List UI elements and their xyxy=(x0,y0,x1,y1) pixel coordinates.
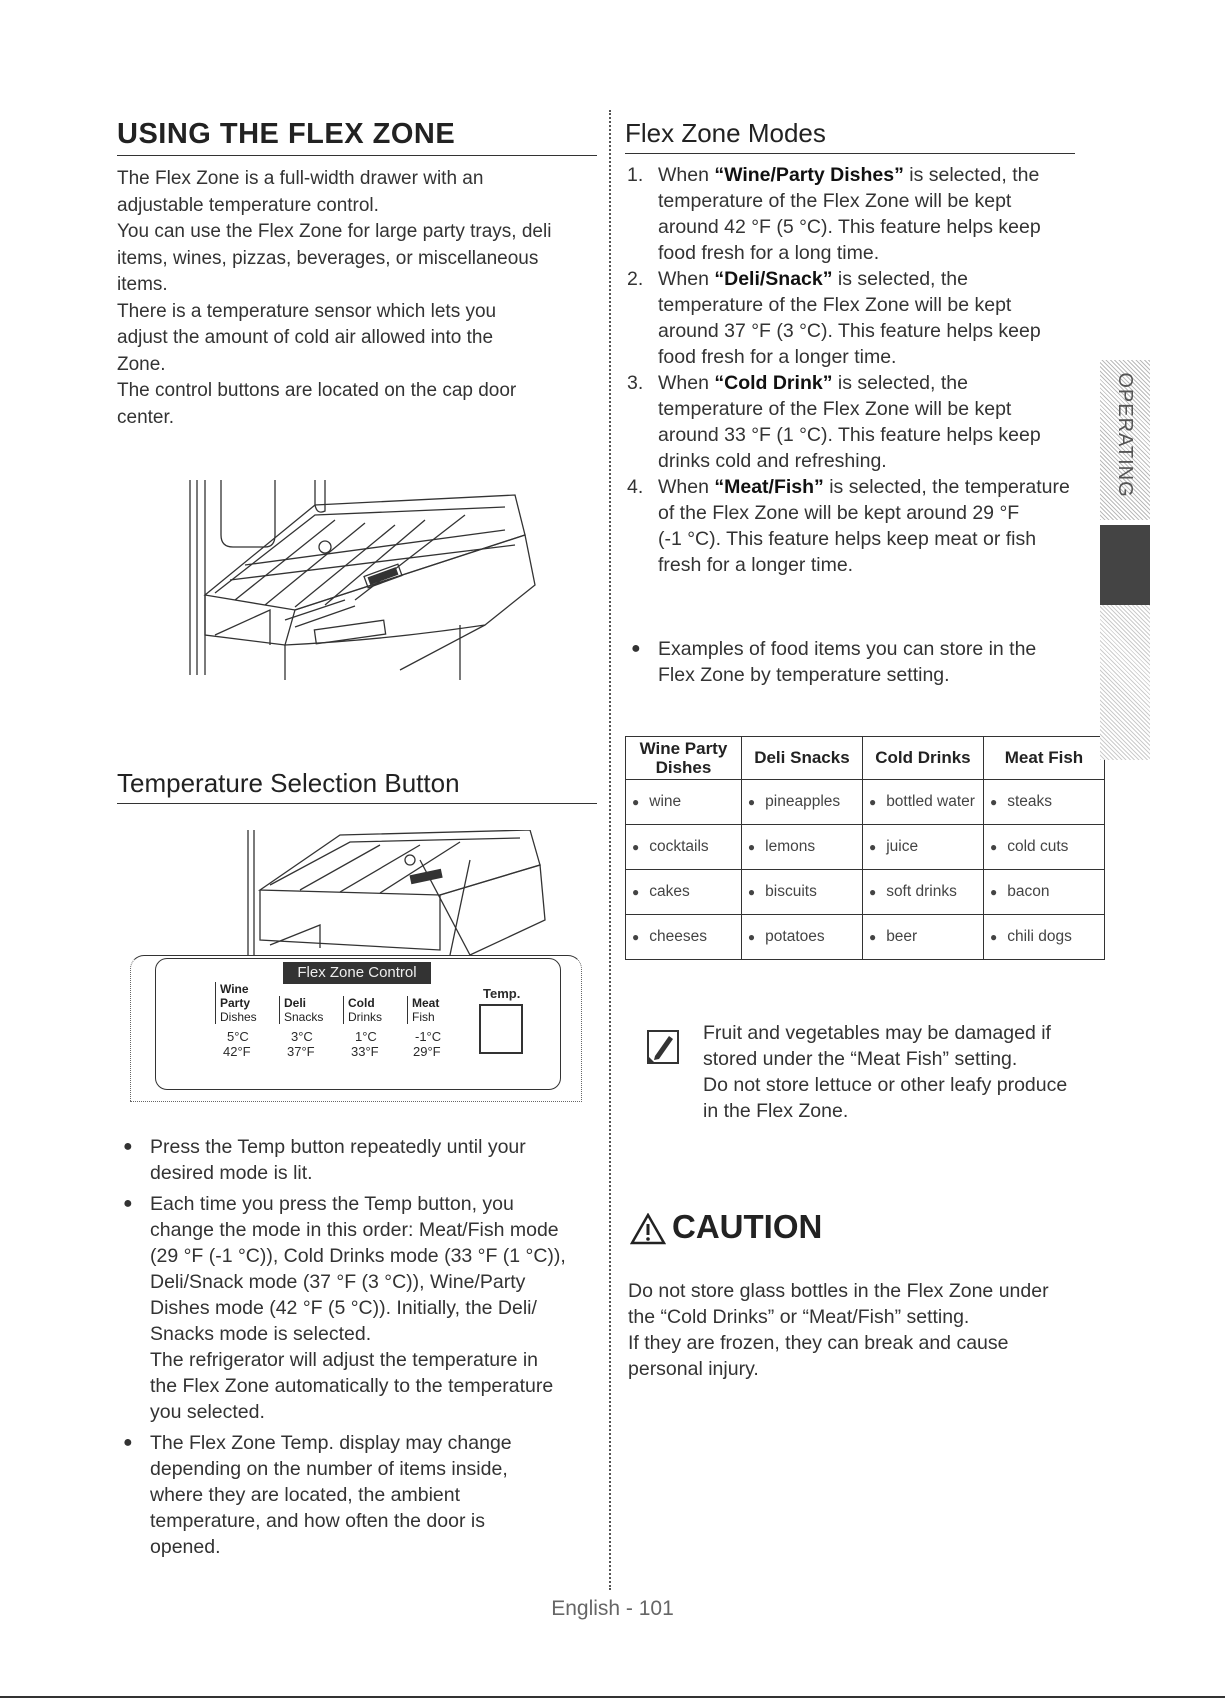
mode-line: Snacks xyxy=(284,1010,324,1024)
bullet-dot-icon: ● xyxy=(123,1434,133,1451)
mode-number: 3. xyxy=(627,372,644,394)
table-row xyxy=(626,870,1105,915)
temp-c: 3°C xyxy=(291,1029,313,1044)
mode-text: is selected, the xyxy=(832,372,968,394)
table-row xyxy=(626,780,1105,825)
temp-c: 1°C xyxy=(355,1029,377,1044)
caution-line: the “Cold Drinks” or “Meat/Fish” setting. xyxy=(628,1306,970,1328)
table-cell: ● lemons xyxy=(741,825,862,870)
table-cell: ● juice xyxy=(862,825,983,870)
control-panel-header: Flex Zone Control xyxy=(283,962,431,984)
mode-item xyxy=(625,474,1075,578)
temp-f: 37°F xyxy=(287,1044,315,1059)
table-cell: ● beer xyxy=(862,915,983,960)
bullet-line: Flex Zone by temperature setting. xyxy=(658,664,950,686)
left-column xyxy=(117,118,597,431)
bullet-line: Deli/Snack mode (37 °F (3 °C)), Wine/Party xyxy=(150,1271,526,1293)
mode-item xyxy=(625,266,1075,370)
temp-c: -1°C xyxy=(415,1029,442,1044)
mode-line: temperature of the Flex Zone will be kept xyxy=(658,190,1012,212)
cell-text: cheeses xyxy=(649,928,707,945)
bullet-line: Press the Temp button repeatedly until your xyxy=(150,1136,526,1158)
table-cell: ● biscuits xyxy=(741,870,862,915)
table-cell: ● bottled water xyxy=(862,780,983,825)
mode-line: Cold xyxy=(348,996,375,1010)
bullet-line: change the mode in this order: Meat/Fish mode xyxy=(150,1219,559,1241)
bullet-line: Each time you press the Temp button, you xyxy=(150,1193,514,1215)
caution-title: CAUTION xyxy=(672,1208,823,1245)
temp-c: 5°C xyxy=(227,1029,249,1044)
mode-line: around 37 °F (3 °C). This feature helps keep xyxy=(658,320,1041,342)
side-tab-pattern xyxy=(1100,605,1150,760)
cell-text: bacon xyxy=(1007,883,1050,900)
bullet-line: Dishes mode (42 °F (5 °C)). Initially, the Deli/ xyxy=(150,1297,537,1319)
page-footer: English - 101 xyxy=(551,1597,674,1620)
mode-number: 1. xyxy=(627,164,644,186)
temp-selection-title: Temperature Selection Button xyxy=(117,768,597,804)
bullet-line: (29 °F (-1 °C)), Cold Drinks mode (33 °F (1 °C)), xyxy=(150,1245,566,1267)
mode-line: around 33 °F (1 °C). This feature helps keep xyxy=(658,424,1041,446)
mode-name: “Meat/Fish” xyxy=(714,476,824,498)
cell-text: lemons xyxy=(765,838,816,855)
mode-line: (-1 °C). This feature helps keep meat or fish xyxy=(658,528,1037,550)
cell-text: wine xyxy=(649,793,682,810)
table-cell: ● potatoes xyxy=(741,915,862,960)
bullet-line: where they are located, the ambient xyxy=(150,1484,461,1506)
table-cell: ● cheeses xyxy=(626,915,742,960)
modes-list xyxy=(625,162,1075,578)
table-row xyxy=(626,915,1105,960)
mode-line: food fresh for a long time. xyxy=(658,242,880,264)
mode-line: temperature of the Flex Zone will be kept xyxy=(658,294,1012,316)
bullet-line: opened. xyxy=(150,1536,221,1558)
column-divider xyxy=(609,110,611,1590)
food-examples-table xyxy=(625,736,1105,960)
flex-zone-modes-title: Flex Zone Modes xyxy=(625,118,1075,154)
mode-text: When xyxy=(658,164,715,186)
section-title: USING THE FLEX ZONE xyxy=(117,118,597,156)
cell-text: chili dogs xyxy=(1007,928,1072,945)
note-line: Do not store lettuce or other leafy produce xyxy=(703,1074,1068,1096)
mode-text: When xyxy=(658,372,715,394)
bullet-line: Snacks mode is selected. xyxy=(150,1323,372,1345)
mode-item xyxy=(625,370,1075,474)
cell-text: cakes xyxy=(649,883,690,900)
mode-line: Party xyxy=(220,996,251,1010)
table-cell: ● pineapples xyxy=(741,780,862,825)
examples-bullet xyxy=(625,636,1108,688)
table-header: Cold Drinks xyxy=(862,737,983,780)
intro-line: The control buttons are located on the cap door xyxy=(117,380,517,401)
mode-line: food fresh for a longer time. xyxy=(658,346,897,368)
table-cell: ● wine xyxy=(626,780,742,825)
table-cell: ● soft drinks xyxy=(862,870,983,915)
bullet-item xyxy=(117,1134,607,1186)
mode-line: Dishes xyxy=(220,1010,257,1024)
mode-line: Deli xyxy=(284,996,307,1010)
note-line: stored under the “Meat Fish” setting. xyxy=(703,1048,1018,1070)
bullet-item xyxy=(117,1191,607,1425)
intro-line: items. xyxy=(117,274,168,295)
warning-triangle-icon xyxy=(630,1213,666,1245)
intro-line: There is a temperature sensor which lets you xyxy=(117,300,497,322)
mode-number: 2. xyxy=(627,268,644,290)
caution-line: Do not store glass bottles in the Flex Zone under xyxy=(628,1280,1049,1302)
flex-zone-control-panel xyxy=(130,955,582,1102)
mode-deli-snacks xyxy=(279,996,342,1024)
flex-zone-drawer-closeup xyxy=(240,830,550,955)
intro-line: items, wines, pizzas, beverages, or miscellaneous xyxy=(117,247,539,269)
cell-text: bottled water xyxy=(886,793,975,810)
right-column xyxy=(625,118,1075,578)
cell-text: cocktails xyxy=(649,838,709,855)
table-cell: ● bacon xyxy=(983,870,1104,915)
mode-line: Drinks xyxy=(348,1010,383,1024)
note-line: Fruit and vegetables may be damaged if xyxy=(703,1022,1051,1044)
mode-name: “Deli/Snack” xyxy=(714,268,833,290)
table-cell: ● steaks xyxy=(983,780,1104,825)
mode-line: Fish xyxy=(412,1010,435,1024)
temp-f: 33°F xyxy=(351,1044,379,1059)
mode-cold-drinks xyxy=(343,996,406,1024)
temp-button xyxy=(479,1004,523,1054)
flex-zone-drawer-illustration xyxy=(185,475,545,680)
cell-text: cold cuts xyxy=(1007,838,1069,855)
mode-line: fresh for a longer time. xyxy=(658,554,854,576)
mode-line: Meat xyxy=(412,996,440,1010)
caution-line: If they are frozen, they can break and cause xyxy=(628,1332,1009,1354)
table-header: Deli Snacks xyxy=(741,737,862,780)
mode-wine-party xyxy=(215,982,278,1024)
mode-name: “Cold Drink” xyxy=(714,372,833,394)
mode-text: When xyxy=(658,476,715,498)
intro-line: adjustable temperature control. xyxy=(117,194,379,216)
intro-line: adjust the amount of cold air allowed into the xyxy=(117,327,494,348)
mode-text: When xyxy=(658,268,715,290)
side-tab-label: OPERATING xyxy=(1114,372,1136,498)
table-row xyxy=(626,825,1105,870)
mode-name: “Wine/Party Dishes” xyxy=(714,164,904,186)
table-header: Meat Fish xyxy=(983,737,1104,780)
bullet-line: desired mode is lit. xyxy=(150,1162,313,1184)
mode-line: Wine xyxy=(220,982,249,996)
table-cell: ● cocktails xyxy=(626,825,742,870)
bullet-dot-icon: ● xyxy=(123,1138,133,1155)
bullet-line: Examples of food items you can store in the xyxy=(658,638,1037,660)
caution-line: personal injury. xyxy=(628,1358,759,1380)
table-cell: ● cakes xyxy=(626,870,742,915)
intro-line: The Flex Zone is a full-width drawer with an xyxy=(117,168,484,189)
bullet-line: temperature, and how often the door is xyxy=(150,1510,485,1532)
note-text xyxy=(703,1020,1103,1124)
bullet-line: depending on the number of items inside, xyxy=(150,1458,508,1480)
bullet-line: you selected. xyxy=(150,1401,265,1423)
bullet-dot-icon: ● xyxy=(123,1195,133,1212)
cell-text: potatoes xyxy=(765,928,825,945)
table-cell: ● chili dogs xyxy=(983,915,1104,960)
mode-line: of the Flex Zone will be kept around 29 °F xyxy=(658,502,1020,524)
intro-line: center. xyxy=(117,406,175,428)
side-tab-active-block xyxy=(1100,525,1150,605)
mode-line: drinks cold and refreshing. xyxy=(658,450,887,472)
note-line: in the Flex Zone. xyxy=(703,1100,849,1122)
mode-number: 4. xyxy=(627,476,644,498)
cell-text: beer xyxy=(886,928,918,945)
mode-line: temperature of the Flex Zone will be kept xyxy=(658,398,1012,420)
mode-text: is selected, the temperature xyxy=(823,476,1070,498)
mode-text: is selected, the xyxy=(832,268,968,290)
temp-f: 29°F xyxy=(413,1044,441,1059)
bullet-item xyxy=(117,1430,607,1560)
mode-text: is selected, the xyxy=(903,164,1040,186)
intro-line: Zone. xyxy=(117,353,166,375)
bullet-line: the Flex Zone automatically to the temperature xyxy=(150,1375,554,1397)
table-header: Wine Party Dishes xyxy=(626,737,742,780)
left-bullet-list xyxy=(117,1134,607,1560)
cell-text: biscuits xyxy=(765,883,817,900)
cell-text: pineapples xyxy=(765,793,841,810)
cell-text: soft drinks xyxy=(886,883,957,900)
note-icon xyxy=(645,1028,681,1066)
bullet-line: The Flex Zone Temp. display may change xyxy=(150,1432,512,1454)
side-section-tab xyxy=(1100,360,1150,760)
cell-text: steaks xyxy=(1007,793,1053,810)
bottom-rule xyxy=(0,1696,1225,1698)
cell-text: juice xyxy=(886,838,919,855)
temp-button-label: Temp. xyxy=(483,986,521,1001)
bullet-dot-icon: ● xyxy=(631,640,641,657)
caution-text xyxy=(628,1278,1108,1382)
mode-meat-fish xyxy=(407,996,470,1024)
table-header-row xyxy=(626,737,1105,780)
mode-item xyxy=(625,162,1075,266)
intro-paragraph xyxy=(117,166,597,431)
table-cell: ● cold cuts xyxy=(983,825,1104,870)
intro-line: You can use the Flex Zone for large party trays, deli xyxy=(117,221,552,242)
bullet-line: The refrigerator will adjust the temperature in xyxy=(150,1349,539,1371)
temp-f: 42°F xyxy=(223,1044,251,1059)
mode-line: around 42 °F (5 °C). This feature helps keep xyxy=(658,216,1041,238)
